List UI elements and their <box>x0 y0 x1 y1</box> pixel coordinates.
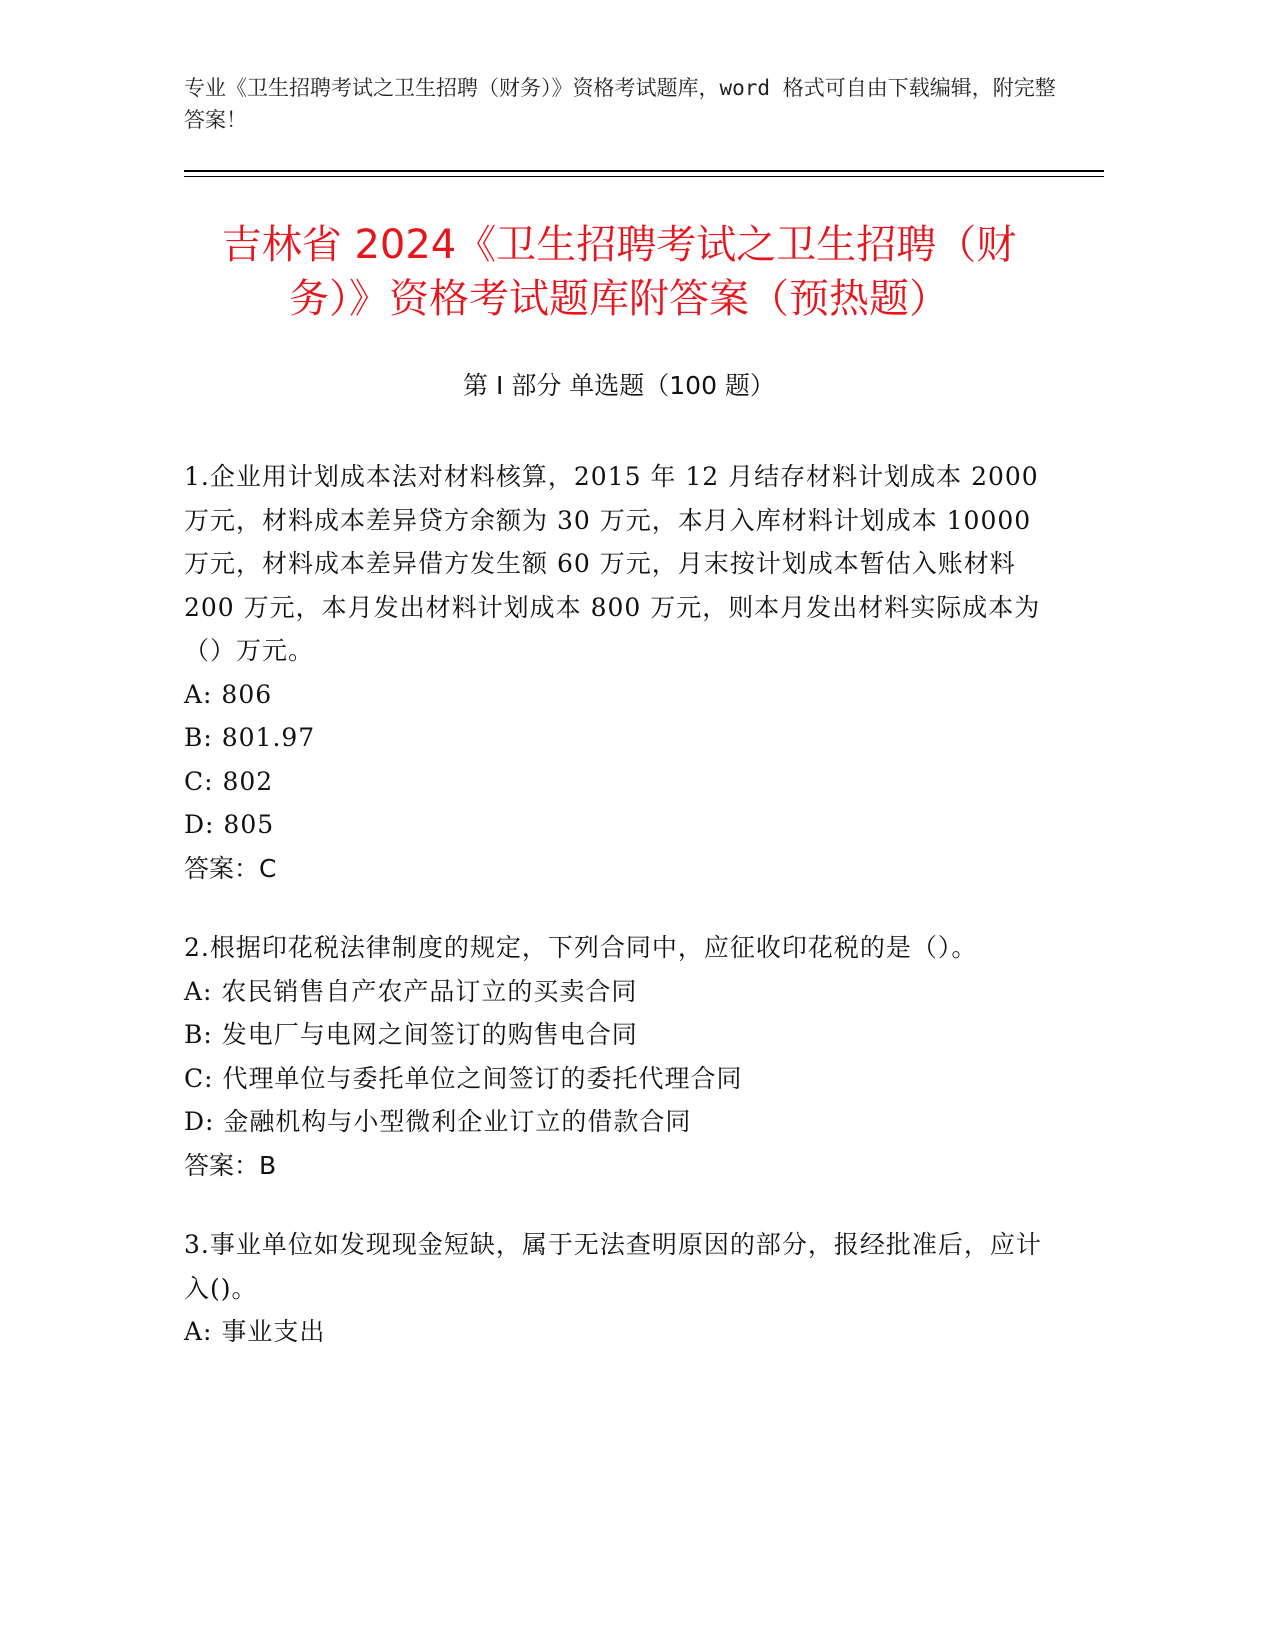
answer-label: 答案：C <box>184 853 277 883</box>
option-b: B: 发电厂与电网之间签订的购售电合同 <box>184 1020 638 1049</box>
question-list <box>184 455 1044 1390</box>
question-stem: 3.事业单位如发现现金短缺，属于无法查明原因的部分，报经批准后，应计入()。 <box>184 1230 1042 1303</box>
section-heading: 第 I 部分 单选题（100 题） <box>463 371 775 400</box>
question-stem: 1.企业用计划成本法对材料核算，2015 年 12 月结存材料计划成本 2000 万元，材料成本差异贷方余额为 30 万元，本月入库材料计划成本 10000 万元，材料成本差异借方发生额 60 万元，月末按计划成本暂估入账材料 200 万元，本月发出材料计划成本 800 万元，则本月发出材料实际成本为（）万元。 <box>184 462 1041 665</box>
header-divider-thick <box>184 170 1104 172</box>
question-item <box>184 1223 1044 1354</box>
question-item <box>184 455 1044 890</box>
question-stem: 2.根据印花税法律制度的规定，下列合同中，应征收印花税的是（）。 <box>184 933 978 962</box>
document-title: 吉林省 2024《卫生招聘考试之卫生招聘（财务）》资格考试题库附答案（预热题） <box>221 222 1017 322</box>
option-d: D: 805 <box>184 810 275 839</box>
option-a: A: 农民销售自产农产品订立的买卖合同 <box>184 976 638 1006</box>
option-a: A: 事业支出 <box>184 1317 326 1346</box>
option-c: C: 802 <box>184 766 274 796</box>
option-d: D: 金融机构与小型微利企业订立的借款合同 <box>184 1107 692 1136</box>
option-b: B: 801.97 <box>184 723 316 752</box>
question-item <box>184 926 1044 1187</box>
header-divider-thin <box>184 176 1104 177</box>
option-a: A: 806 <box>184 679 273 709</box>
answer-label: 答案：B <box>184 1150 277 1180</box>
document-header-note: 专业《卫生招聘考试之卫生招聘（财务）》资格考试题库，word 格式可自由下载编辑，附完整答案！ <box>184 76 1056 132</box>
option-c: C: 代理单位与委托单位之间签订的委托代理合同 <box>184 1063 743 1093</box>
